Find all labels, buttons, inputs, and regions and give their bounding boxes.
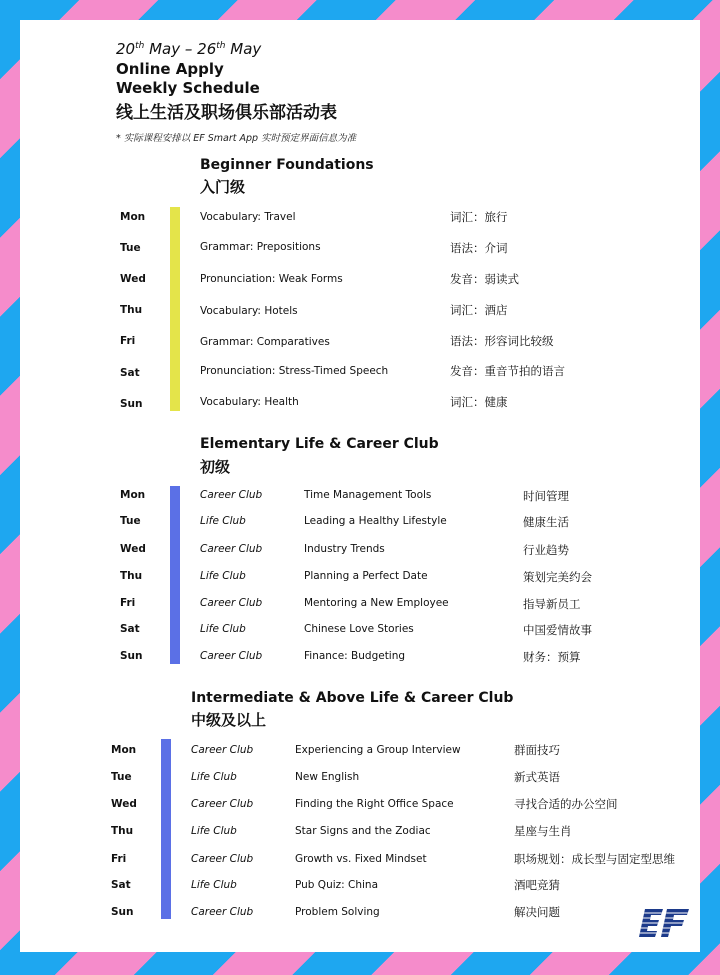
topic: Planning a Perfect Date	[304, 570, 428, 582]
topic: Problem Solving	[295, 906, 380, 918]
topic: Star Signs and the Zodiac	[295, 825, 431, 837]
topic: Pronunciation: Stress-Timed Speech	[200, 365, 389, 377]
header-line-1: Online Apply	[116, 60, 224, 78]
topic-cn: 群面技巧	[514, 743, 560, 757]
topic: Mentoring a New Employee	[304, 597, 449, 609]
day-label: Fri	[111, 853, 127, 865]
day-label: Tue	[111, 771, 132, 783]
day-label: Tue	[120, 242, 141, 254]
topic-cn: 策划完美约会	[523, 570, 592, 584]
date-end-suffix: th	[216, 41, 226, 51]
day-label: Sun	[111, 906, 134, 918]
club-type: Life Club	[200, 623, 246, 635]
day-label: Mon	[111, 744, 137, 756]
elementary-title-cn: 初级	[200, 458, 231, 476]
intermediate-title: Intermediate & Above Life & Career Club	[191, 690, 514, 706]
schedule-sheet	[20, 20, 700, 952]
date-start-day: 20	[116, 40, 136, 58]
header-line-2: Weekly Schedule	[116, 79, 260, 97]
day-label: Thu	[111, 825, 134, 837]
topic: Grammar: Prepositions	[200, 241, 321, 253]
topic: Experiencing a Group Interview	[295, 744, 461, 756]
ef-logo-icon	[639, 907, 691, 939]
club-type: Career Club	[200, 650, 263, 662]
date-end-month: May	[225, 40, 262, 58]
topic: Pub Quiz: China	[295, 879, 379, 891]
day-label: Sat	[120, 623, 140, 635]
disclaimer-note: * 实际课程安排以 EF Smart App 实时预定界面信息为准	[116, 133, 357, 144]
topic: Vocabulary: Health	[200, 396, 299, 408]
topic-cn: 解决问题	[514, 905, 560, 919]
day-label: Thu	[120, 570, 143, 582]
date-start-suffix: th	[135, 41, 145, 51]
topic: New English	[295, 771, 360, 783]
topic-cn: 行业趋势	[523, 543, 569, 557]
day-label: Sat	[111, 879, 131, 891]
page-title-cn: 线上生活及职场俱乐部活动表	[116, 103, 337, 123]
topic: Leading a Healthy Lifestyle	[304, 515, 447, 527]
topic: Grammar: Comparatives	[200, 336, 330, 348]
day-label: Wed	[111, 798, 137, 810]
club-type: Career Club	[191, 853, 254, 865]
day-label: Mon	[120, 211, 146, 223]
beginner-title-cn: 入门级	[200, 178, 246, 196]
topic-cn: 健康生活	[523, 515, 569, 529]
topic: Industry Trends	[304, 543, 385, 555]
topic-cn: 星座与生肖	[514, 824, 572, 838]
topic-cn: 发音：弱读式	[450, 272, 519, 286]
day-label: Fri	[120, 335, 136, 347]
beginner-level-bar	[170, 207, 180, 411]
topic: Vocabulary: Travel	[200, 211, 296, 223]
day-label: Sat	[120, 367, 140, 379]
day-label: Tue	[120, 515, 141, 527]
topic-cn: 语法：形容词比较级	[450, 334, 554, 348]
beginner-title: Beginner Foundations	[200, 157, 374, 173]
day-label: Wed	[120, 543, 146, 555]
club-type: Life Club	[200, 570, 246, 582]
day-label: Wed	[120, 273, 146, 285]
club-type: Life Club	[200, 515, 246, 527]
club-type: Career Club	[200, 597, 263, 609]
topic: Growth vs. Fixed Mindset	[295, 853, 427, 865]
intermediate-title-cn: 中级及以上	[191, 711, 267, 729]
club-type: Life Club	[191, 771, 237, 783]
date-range	[116, 40, 261, 58]
topic-cn: 发音：重音节拍的语言	[450, 364, 565, 378]
club-type: Life Club	[191, 825, 237, 837]
elementary-level-bar	[170, 486, 180, 664]
date-start-month: May –	[144, 40, 198, 58]
day-label: Mon	[120, 489, 146, 501]
day-label: Fri	[120, 597, 136, 609]
club-type: Career Club	[200, 489, 263, 501]
day-label: Sun	[120, 398, 143, 410]
topic: Time Management Tools	[304, 489, 432, 501]
club-type: Career Club	[191, 906, 254, 918]
club-type: Career Club	[191, 744, 254, 756]
date-end-day: 26	[197, 40, 217, 58]
topic-cn: 时间管理	[523, 489, 569, 503]
topic-cn: 指导新员工	[523, 597, 581, 611]
topic-cn: 新式英语	[514, 770, 560, 784]
topic: Finding the Right Office Space	[295, 798, 454, 810]
topic: Chinese Love Stories	[304, 623, 414, 635]
elementary-title: Elementary Life & Career Club	[200, 436, 439, 452]
topic-cn: 词汇：酒店	[450, 303, 508, 317]
intermediate-level-bar	[161, 739, 171, 919]
topic-cn: 词汇：旅行	[450, 210, 508, 224]
day-label: Sun	[120, 650, 143, 662]
topic: Vocabulary: Hotels	[200, 305, 298, 317]
club-type: Life Club	[191, 879, 237, 891]
topic-cn: 财务：预算	[523, 650, 581, 664]
topic-cn: 寻找合适的办公空间	[514, 797, 618, 811]
club-type: Career Club	[200, 543, 263, 555]
club-type: Career Club	[191, 798, 254, 810]
topic: Finance: Budgeting	[304, 650, 406, 662]
day-label: Thu	[120, 304, 143, 316]
topic-cn: 语法：介词	[450, 241, 508, 255]
topic: Pronunciation: Weak Forms	[200, 273, 343, 285]
topic-cn: 职场规划：成长型与固定型思维	[514, 852, 675, 866]
topic-cn: 中国爱情故事	[523, 623, 592, 637]
topic-cn: 词汇：健康	[450, 395, 508, 409]
topic-cn: 酒吧竞猜	[514, 878, 560, 892]
